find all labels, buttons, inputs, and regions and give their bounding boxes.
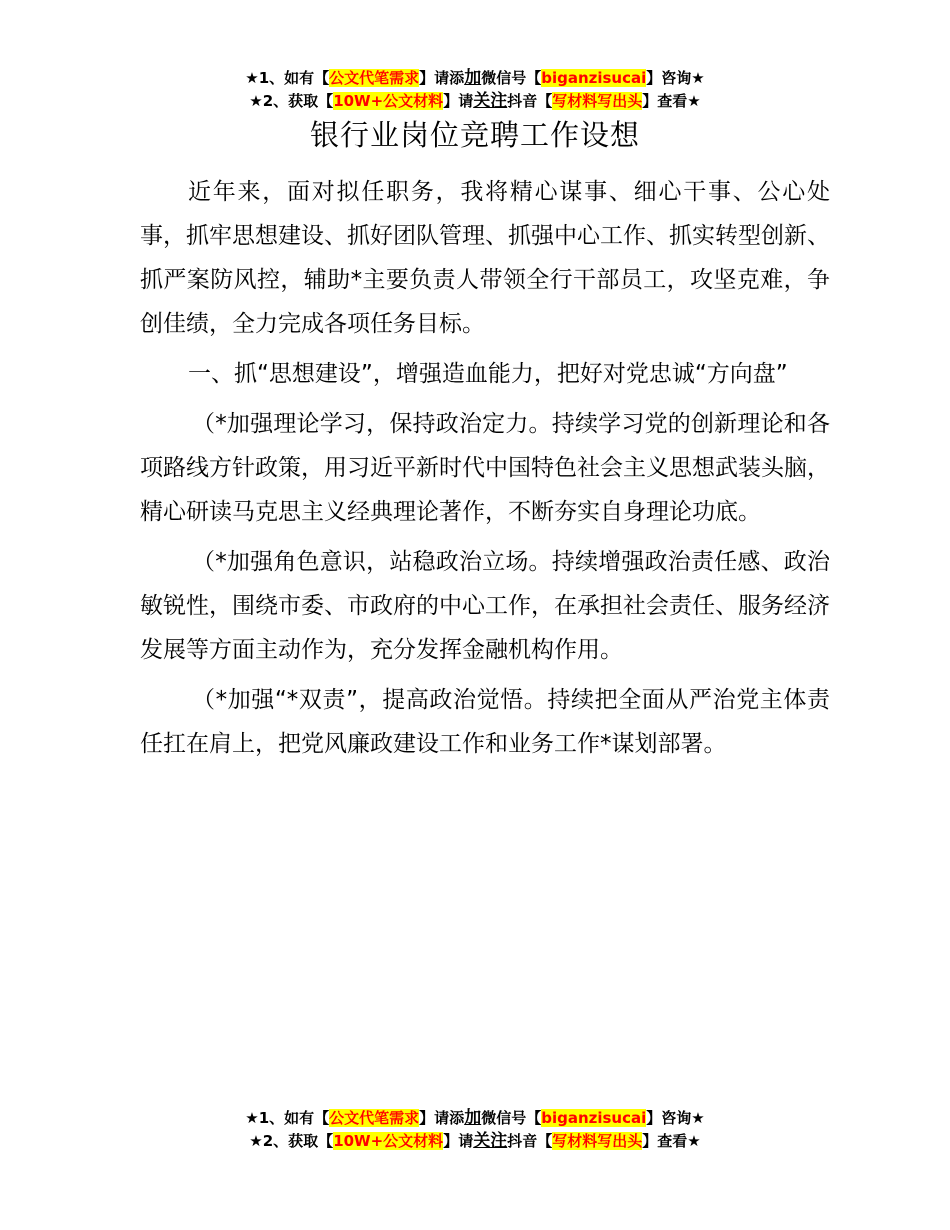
notice-text: 】请 <box>443 1132 474 1150</box>
highlight-service: 公文代笔需求 <box>329 1109 420 1127</box>
notice-text: 】查看★ <box>642 1132 701 1150</box>
notice-text: ★2、获取【 <box>249 92 334 110</box>
notice-line-2 <box>0 90 950 113</box>
document-body <box>140 170 830 772</box>
highlight-materials: 10W+公文材料 <box>333 1132 444 1150</box>
highlight-wechat-id: biganzisucai <box>541 69 647 87</box>
notice-text: 】咨询★ <box>646 69 705 87</box>
notice-text: 】请添 <box>419 69 465 87</box>
paragraph-intro: 近年来，面对拟任职务，我将精心谋事、细心干事、公心处事，抓牢思想建设、抓好团队管理、抓强中心工作、抓实转型创新、抓严案防风控，辅助*主要负责人带领全行干部员工，攻坚克难，争创佳绩，全力完成各项任务目标。 <box>140 179 830 337</box>
document-title: 银行业岗位竞聘工作设想 <box>309 118 640 152</box>
notice-emphasis: 加 <box>464 1108 482 1128</box>
notice-line-2 <box>0 1130 950 1153</box>
notice-text: ★1、如有【 <box>245 1109 330 1127</box>
notice-text: 】请 <box>443 92 474 110</box>
notice-text: 抖音【 <box>507 1132 553 1150</box>
highlight-service: 公文代笔需求 <box>329 69 420 87</box>
highlight-douyin-account: 写材料写出头 <box>552 1132 643 1150</box>
paragraph-item-3: （*加强“*双责”，提高政治觉悟。持续把全面从严治党主体责任扛在肩上，把党风廉政建设工作和业务工作*谋划部署。 <box>140 687 830 757</box>
notice-text: ★2、获取【 <box>249 1132 334 1150</box>
paragraph-item-1: （*加强理论学习，保持政治定力。持续学习党的创新理论和各项路线方针政策，用习近平新时代中国特色社会主义思想武装头脑，精心研读马克思主义经典理论著作，不断夯实自身理论功底。 <box>140 411 830 525</box>
notice-emphasis: 关注 <box>473 1131 508 1151</box>
footer-notice <box>0 1107 950 1153</box>
notice-line-1 <box>0 67 950 90</box>
highlight-materials: 10W+公文材料 <box>333 92 444 110</box>
highlight-wechat-id: biganzisucai <box>541 1109 647 1127</box>
section-heading-1: 一、抓“思想建设”，增强造血能力，把好对党忠诚“方向盘” <box>188 361 788 387</box>
notice-text: 微信号【 <box>481 1109 542 1127</box>
notice-text: 抖音【 <box>507 92 553 110</box>
notice-text: 】查看★ <box>642 92 701 110</box>
notice-text: 】咨询★ <box>646 1109 705 1127</box>
notice-text: 微信号【 <box>481 69 542 87</box>
notice-emphasis: 关注 <box>473 91 508 111</box>
paragraph-item-2: （*加强角色意识，站稳政治立场。持续增强政治责任感、政治敏锐性，围绕市委、市政府的中心工作，在承担社会责任、服务经济发展等方面主动作为，充分发挥金融机构作用。 <box>140 549 830 663</box>
highlight-douyin-account: 写材料写出头 <box>552 92 643 110</box>
notice-line-1 <box>0 1107 950 1130</box>
notice-text: ★1、如有【 <box>245 69 330 87</box>
notice-emphasis: 加 <box>464 68 482 88</box>
header-notice <box>0 67 950 113</box>
notice-text: 】请添 <box>419 1109 465 1127</box>
